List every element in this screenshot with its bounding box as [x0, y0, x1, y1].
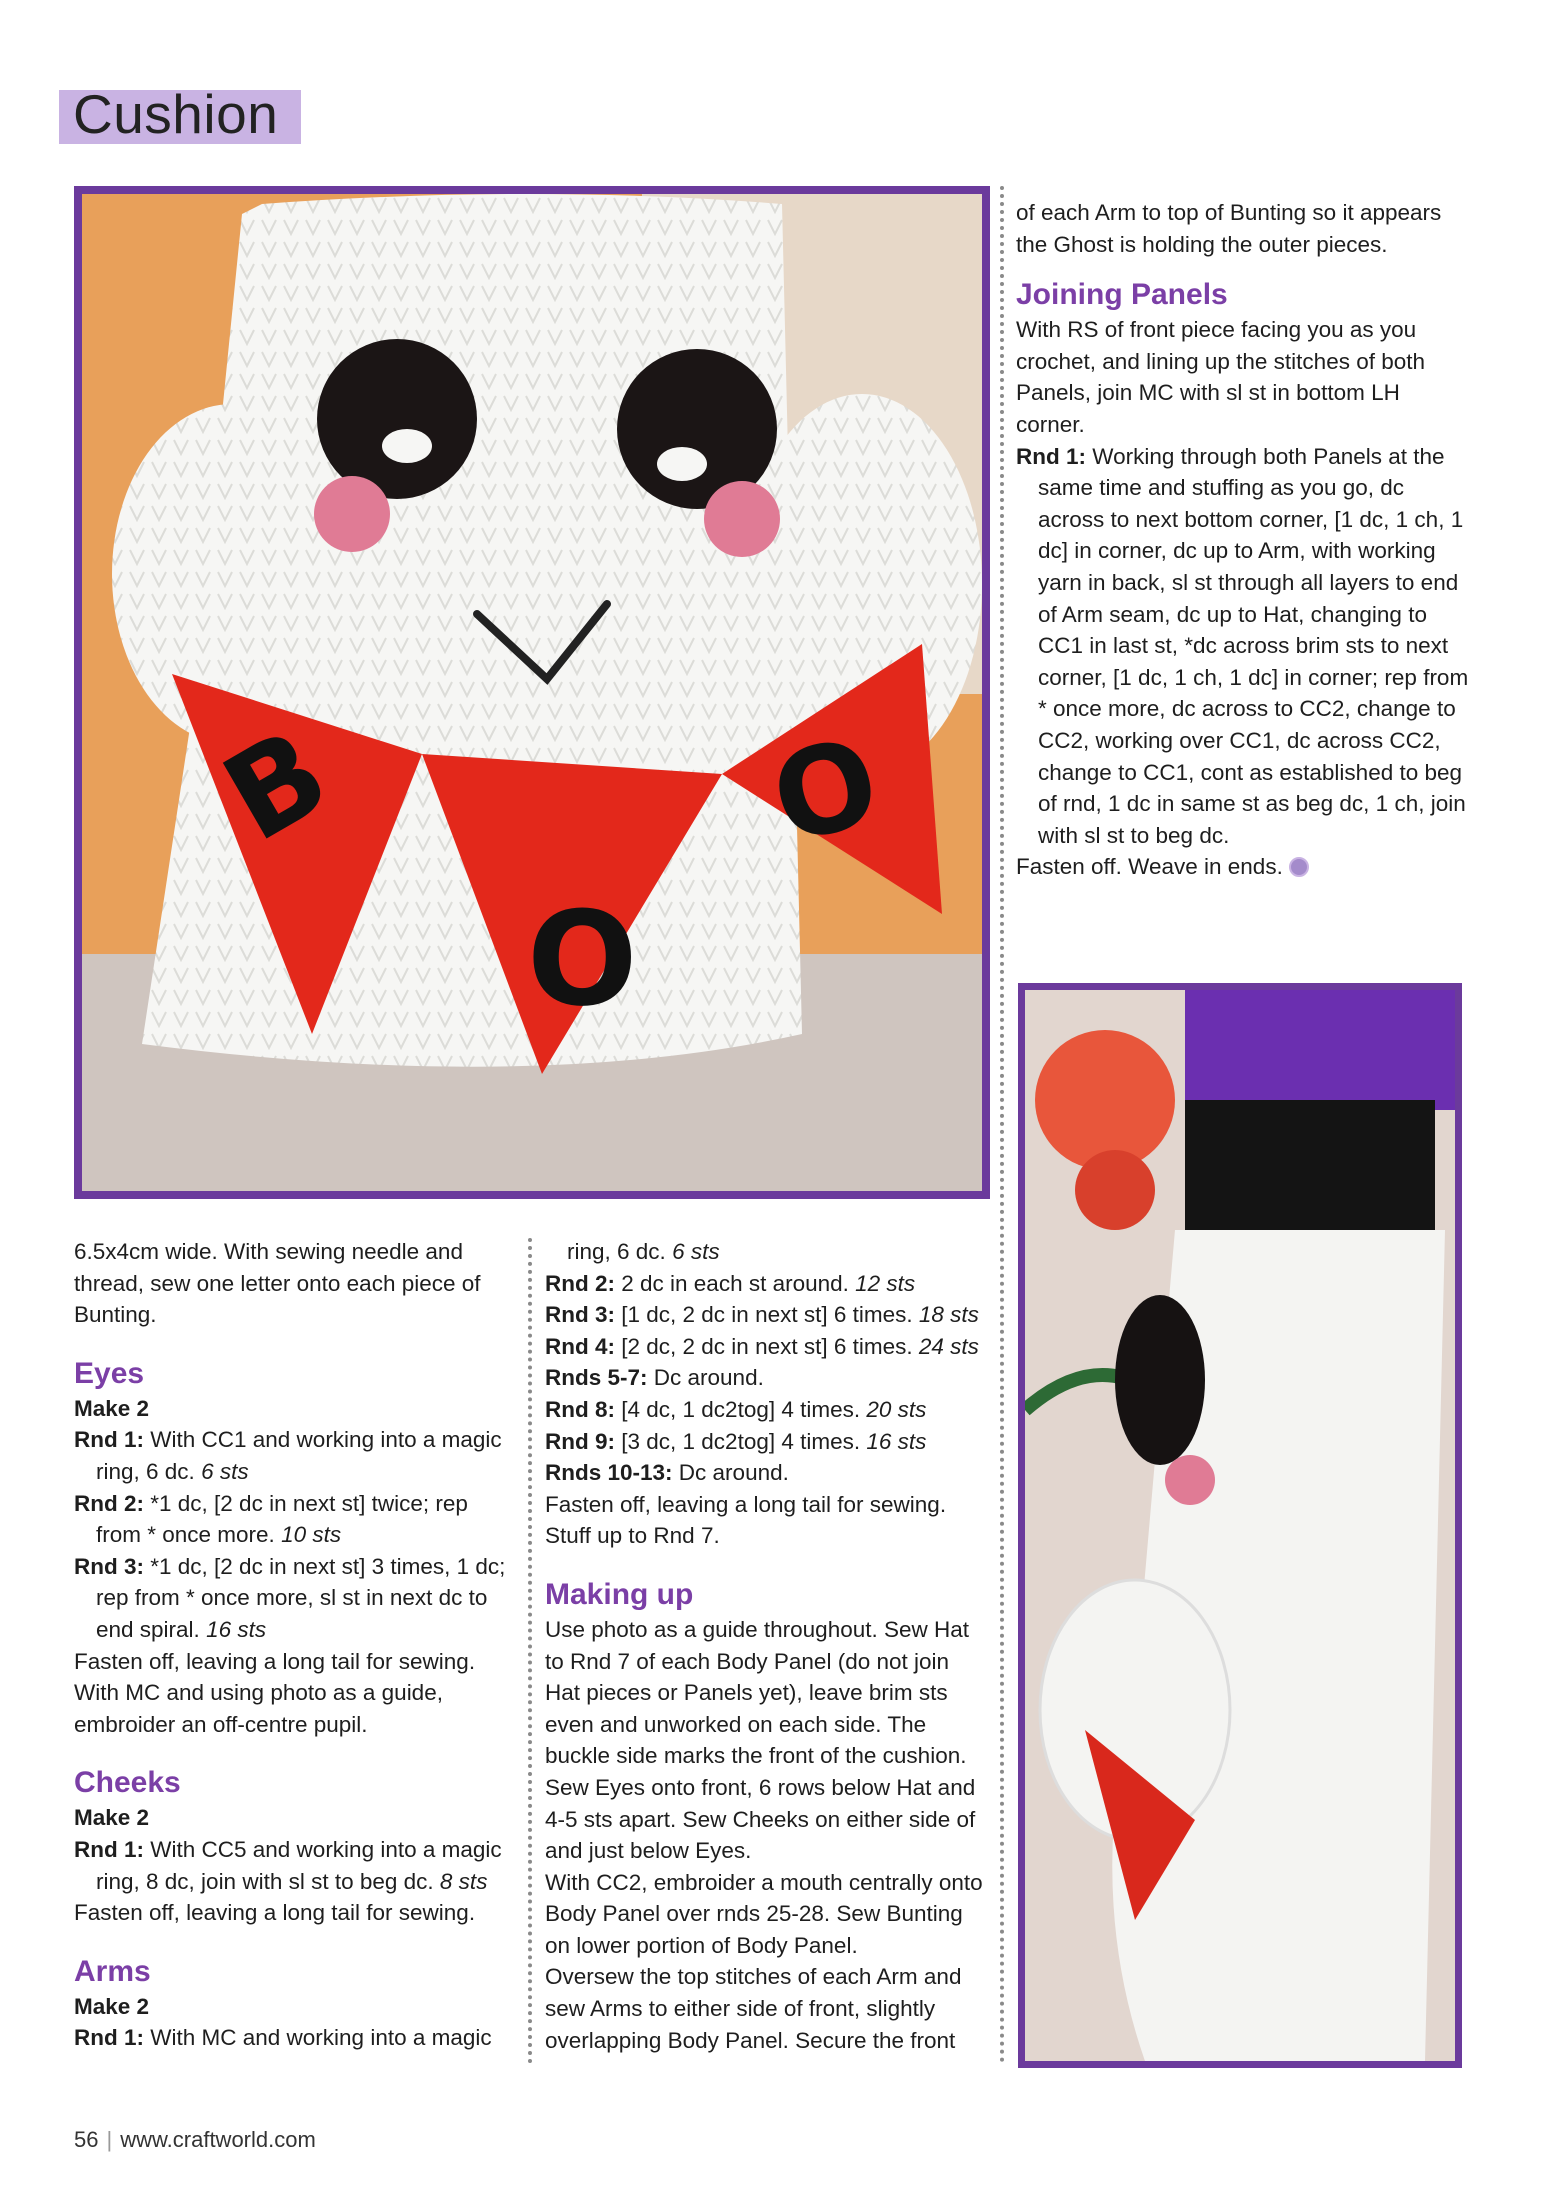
eyes-rnd-3: Rnd 3: *1 dc, [2 dc in next st] 3 times, 1 dc; rep from * once more, sl st in next dc to end spiral. 16 sts: [74, 1553, 506, 1642]
column-1: [74, 1236, 514, 2054]
footer-separator: |: [106, 2127, 113, 2152]
making-up-p2: Sew Eyes onto front, 6 rows below Hat and 4-5 sts apart. Sew Cheeks on either side of and just below Eyes.: [545, 1774, 976, 1864]
letter-o: O: [527, 883, 638, 1035]
eyes-rnd-1: Rnd 1: With CC1 and working into a magic ring, 6 dc. 6 sts: [74, 1427, 502, 1484]
left-arm: [112, 404, 352, 744]
column-divider: [528, 1238, 532, 2064]
left-eye: [317, 339, 477, 499]
joining-panels-heading: Joining Panels: [1016, 278, 1228, 312]
arms-rnd-2: Rnd 2: 2 dc in each st around. 12 sts: [545, 1270, 916, 1296]
joining-rnd-1: Rnd 1: Working through both Panels at the same time and stuffing as you go, dc across to next bottom corner, [1 dc, 1 ch, 1 dc] in corner, dc up to Arm, with working yarn in back, sl st through all layers to end of Arm seam, dc up to Hat, changing to CC1 in last st, *dc across brim sts to next corner, [1 dc, 1 ch, 1 dc] in corner; rep from * once more, dc across to CC2, change to CC2, working over CC1, dc across CC2, change to CC1, cont as established to beg of rnd, 1 dc in same st as beg dc, 1 ch, join with sl st to beg dc.: [1016, 443, 1469, 848]
making-up-heading: Making up: [545, 1577, 694, 1611]
yarn-ball-icon: [1289, 857, 1309, 877]
arms-rnd-9: Rnd 9: [3 dc, 1 dc2tog] 4 times. 16 sts: [545, 1428, 927, 1454]
page-number: 56: [74, 2127, 99, 2152]
page-title: Cushion: [73, 83, 279, 145]
footer-url[interactable]: www.craftworld.com: [120, 2127, 316, 2152]
eyes-make: Make 2: [74, 1395, 150, 1421]
arms-rnd-1-cont: ring, 6 dc. 6 sts: [567, 1239, 720, 1264]
side-eye: [1115, 1295, 1205, 1465]
arms-fasten: Fasten off, leaving a long tail for sewing. Stuff up to Rnd 7.: [545, 1491, 947, 1549]
making-up-p1: Use photo as a guide throughout. Sew Hat to Rnd 7 of each Body Panel (do not join Hat pieces or Panels yet), leave brim sts even and unworked on each side. The buckle side marks the front of the cushion.: [545, 1616, 970, 1769]
making-up-p3: With CC2, embroider a mouth centrally onto Body Panel over rnds 25-28. Sew Bunting on lower portion of Body Panel.: [545, 1869, 983, 1958]
cheeks-heading: Cheeks: [74, 1766, 181, 1800]
page-footer: [74, 2126, 316, 2154]
right-cheek: [704, 481, 780, 557]
arms-heading: Arms: [74, 1954, 151, 1988]
joining-p1: With RS of front piece facing you as you crochet, and lining up the stitches of both Panels, join MC with sl st in bottom LH corner.: [1016, 317, 1426, 437]
arms-rnd-3: Rnd 3: [1 dc, 2 dc in next st] 6 times. 18 sts: [545, 1302, 979, 1328]
side-cheek: [1165, 1455, 1215, 1505]
letter-o: O: [758, 711, 894, 873]
side-photo: [1018, 983, 1462, 2068]
hat-purple: [1185, 990, 1455, 1110]
letter-b: B: [202, 703, 351, 870]
ghost-side-illustration: [1025, 990, 1455, 2061]
eyes-pupil: With MC and using photo as a guide, embroider an off-centre pupil.: [74, 1680, 443, 1737]
arms-rnd-4: Rnd 4: [2 dc, 2 dc in next st] 6 times. 24 sts: [545, 1333, 979, 1359]
main-photo: [74, 186, 990, 1199]
column-3: [1016, 197, 1471, 883]
eyes-heading: Eyes: [74, 1356, 145, 1390]
cheeks-make: Make 2: [74, 1805, 150, 1831]
hat-band: [1185, 1100, 1435, 1230]
arms-rnds-5-7: Rnds 5-7: Dc around.: [545, 1365, 764, 1391]
arms-rnds-10-13: Rnds 10-13: Dc around.: [545, 1460, 789, 1486]
cheeks-rnd-1: Rnd 1: With CC5 and working into a magic ring, 8 dc, join with sl st to beg dc. 8 sts: [74, 1836, 502, 1894]
column-2: [545, 1236, 990, 2056]
making-up-p4: Oversew the top stitches of each Arm and sew Arms to either side of front, slightly overlapping Body Panel. Secure the front: [545, 1964, 962, 2053]
making-up-cont: of each Arm to top of Bunting so it appears the Ghost is holding the outer pieces.: [1016, 200, 1442, 257]
joining-fasten: Fasten off. Weave in ends.: [1016, 851, 1471, 883]
intro-text: 6.5x4cm wide. With sewing needle and thread, sew one letter onto each piece of Bunting.: [74, 1239, 481, 1328]
column-divider: [1000, 186, 1004, 2064]
left-cheek: [314, 476, 390, 552]
eyes-fasten: Fasten off, leaving a long tail for sewing.: [74, 1648, 476, 1674]
eyes-rnd-2: Rnd 2: *1 dc, [2 dc in next st] twice; rep from * once more. 10 sts: [74, 1490, 468, 1548]
cheeks-fasten: Fasten off, leaving a long tail for sewing.: [74, 1900, 476, 1926]
ghost-cushion-illustration: [82, 194, 982, 1191]
arms-rnd-8: Rnd 8: [4 dc, 1 dc2tog] 4 times. 20 sts: [545, 1396, 927, 1422]
arms-rnd-1: Rnd 1: With MC and working into a magic: [74, 2025, 492, 2051]
arms-make: Make 2: [74, 1993, 150, 2019]
